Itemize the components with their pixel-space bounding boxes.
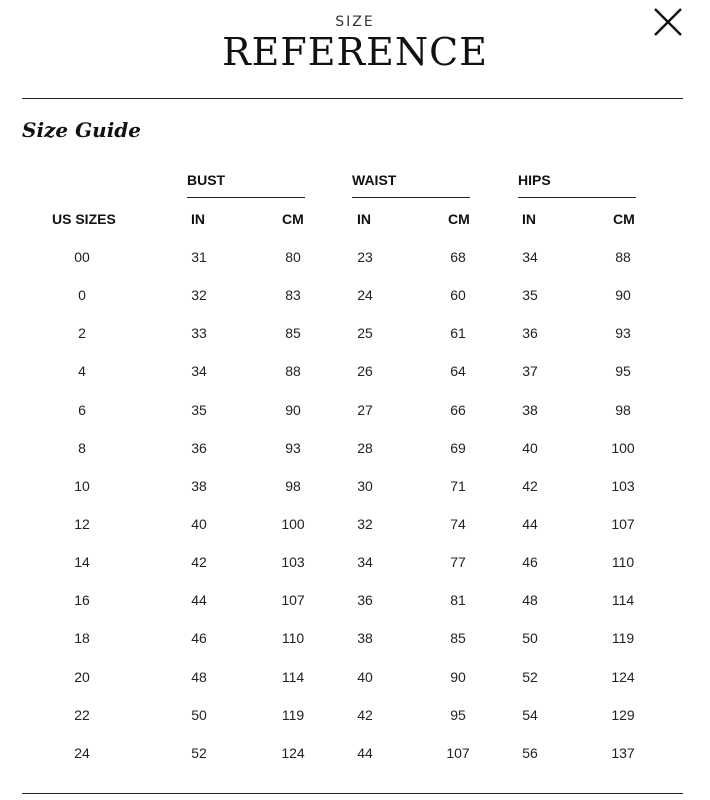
cell-bust-cm: 93 bbox=[285, 439, 301, 456]
column-header-waist-cm: CM bbox=[448, 211, 470, 227]
cell-us-size: 12 bbox=[74, 515, 90, 532]
cell-bust-cm: 124 bbox=[281, 744, 305, 761]
cell-bust-in: 35 bbox=[191, 401, 207, 418]
cell-hips-in: 38 bbox=[522, 401, 538, 418]
cell-hips-cm: 93 bbox=[615, 325, 631, 342]
cell-bust-cm: 110 bbox=[281, 630, 305, 647]
cell-waist-in: 42 bbox=[357, 706, 373, 723]
cell-hips-cm: 119 bbox=[611, 630, 635, 647]
cell-hips-in: 50 bbox=[522, 630, 538, 647]
table-row bbox=[0, 505, 710, 543]
cell-bust-in: 31 bbox=[191, 249, 207, 265]
cell-hips-in: 40 bbox=[522, 439, 538, 456]
cell-bust-in: 42 bbox=[191, 554, 207, 571]
cell-bust-in: 44 bbox=[191, 592, 207, 609]
cell-hips-cm: 129 bbox=[611, 706, 635, 723]
close-icon bbox=[652, 6, 684, 38]
cell-bust-in: 52 bbox=[191, 744, 207, 761]
cell-bust-in: 33 bbox=[191, 325, 207, 342]
cell-us-size: 16 bbox=[74, 592, 90, 609]
cell-waist-cm: 74 bbox=[450, 515, 466, 532]
cell-bust-cm: 85 bbox=[285, 325, 301, 342]
cell-waist-in: 36 bbox=[357, 592, 373, 609]
cell-us-size: 22 bbox=[74, 706, 90, 723]
cell-bust-cm: 83 bbox=[285, 287, 301, 304]
cell-hips-in: 44 bbox=[522, 515, 538, 532]
cell-hips-cm: 110 bbox=[611, 554, 635, 571]
cell-waist-cm: 64 bbox=[450, 363, 466, 380]
cell-waist-in: 32 bbox=[357, 515, 373, 532]
cell-hips-cm: 98 bbox=[615, 401, 631, 418]
group-bust-label: BUST bbox=[187, 172, 226, 188]
cell-hips-in: 48 bbox=[522, 592, 538, 609]
cell-waist-in: 27 bbox=[357, 401, 373, 418]
cell-waist-cm: 85 bbox=[450, 630, 466, 647]
cell-waist-cm: 71 bbox=[450, 477, 466, 494]
cell-waist-in: 23 bbox=[357, 249, 373, 265]
cell-us-size: 6 bbox=[78, 401, 86, 418]
cell-waist-cm: 66 bbox=[450, 401, 466, 418]
cell-hips-in: 52 bbox=[522, 668, 538, 685]
cell-hips-cm: 103 bbox=[611, 477, 635, 494]
cell-hips-in: 36 bbox=[522, 325, 538, 342]
cell-hips-in: 42 bbox=[522, 477, 538, 494]
cell-waist-in: 28 bbox=[357, 439, 373, 456]
table-row bbox=[0, 467, 710, 505]
cell-bust-cm: 98 bbox=[285, 477, 301, 494]
cell-waist-in: 24 bbox=[357, 287, 373, 304]
cell-hips-in: 46 bbox=[522, 554, 538, 571]
cell-us-size: 2 bbox=[78, 325, 86, 342]
group-bust-rule bbox=[187, 197, 305, 198]
cell-hips-cm: 95 bbox=[615, 363, 631, 380]
cell-us-size: 20 bbox=[74, 668, 90, 685]
cell-bust-cm: 103 bbox=[281, 554, 305, 571]
cell-us-size: 14 bbox=[74, 554, 90, 571]
cell-hips-in: 56 bbox=[522, 744, 538, 761]
cell-bust-in: 38 bbox=[191, 477, 207, 494]
cell-us-size: 00 bbox=[74, 249, 90, 265]
page-title: REFERENCE bbox=[222, 30, 488, 74]
cell-bust-in: 40 bbox=[191, 515, 207, 532]
table-row bbox=[0, 543, 710, 581]
cell-us-size: 0 bbox=[78, 287, 86, 304]
column-header-waist-in: IN bbox=[357, 211, 371, 227]
cell-waist-cm: 107 bbox=[446, 744, 470, 761]
cell-bust-cm: 107 bbox=[281, 592, 305, 609]
column-header-bust-cm: CM bbox=[282, 211, 304, 227]
table-row bbox=[0, 352, 710, 390]
cell-waist-cm: 69 bbox=[450, 439, 466, 456]
modal-header bbox=[0, 0, 710, 98]
cell-hips-cm: 114 bbox=[611, 592, 635, 609]
header-kicker: SIZE bbox=[335, 14, 375, 30]
cell-bust-cm: 90 bbox=[285, 401, 301, 418]
cell-bust-in: 48 bbox=[191, 668, 207, 685]
cell-waist-cm: 81 bbox=[450, 592, 466, 609]
cell-hips-cm: 137 bbox=[611, 744, 635, 761]
group-hips-label: HIPS bbox=[518, 172, 551, 188]
footer-divider bbox=[22, 793, 683, 794]
table-row bbox=[0, 619, 710, 657]
cell-hips-in: 34 bbox=[522, 249, 538, 265]
group-hips-rule bbox=[518, 197, 636, 198]
cell-waist-cm: 77 bbox=[450, 554, 466, 571]
group-waist-label: WAIST bbox=[352, 172, 397, 188]
cell-hips-cm: 100 bbox=[611, 439, 635, 456]
cell-bust-in: 34 bbox=[191, 363, 207, 380]
cell-bust-cm: 114 bbox=[281, 668, 305, 685]
cell-hips-cm: 88 bbox=[615, 249, 631, 265]
cell-waist-in: 38 bbox=[357, 630, 373, 647]
table-body bbox=[0, 238, 710, 772]
table-row bbox=[0, 581, 710, 619]
cell-hips-in: 37 bbox=[522, 363, 538, 380]
column-header-hips-in: IN bbox=[522, 211, 536, 227]
cell-waist-in: 25 bbox=[357, 325, 373, 342]
cell-us-size: 24 bbox=[74, 744, 90, 761]
cell-waist-cm: 95 bbox=[450, 706, 466, 723]
table-row bbox=[0, 696, 710, 734]
cell-waist-in: 26 bbox=[357, 363, 373, 380]
size-guide-heading: Size Guide bbox=[22, 118, 142, 142]
cell-us-size: 10 bbox=[74, 477, 90, 494]
cell-waist-cm: 61 bbox=[450, 325, 466, 342]
cell-waist-cm: 60 bbox=[450, 287, 466, 304]
cell-hips-cm: 107 bbox=[611, 515, 635, 532]
cell-waist-in: 40 bbox=[357, 668, 373, 685]
table-row bbox=[0, 314, 710, 352]
table-row bbox=[0, 391, 710, 429]
table-row bbox=[0, 276, 710, 314]
table-row bbox=[0, 429, 710, 467]
table-row bbox=[0, 734, 710, 772]
header-divider bbox=[22, 98, 683, 99]
cell-waist-in: 30 bbox=[357, 477, 373, 494]
cell-bust-cm: 80 bbox=[285, 249, 301, 265]
cell-hips-in: 54 bbox=[522, 706, 538, 723]
column-header-bust-in: IN bbox=[191, 211, 205, 227]
cell-waist-cm: 68 bbox=[450, 249, 466, 265]
cell-us-size: 18 bbox=[74, 630, 90, 647]
column-header-us-sizes: US SIZES bbox=[52, 211, 116, 227]
table-row bbox=[0, 238, 710, 276]
group-waist-rule bbox=[352, 197, 470, 198]
column-header-hips-cm: CM bbox=[613, 211, 635, 227]
cell-bust-cm: 119 bbox=[281, 706, 305, 723]
cell-bust-cm: 100 bbox=[281, 515, 305, 532]
cell-hips-in: 35 bbox=[522, 287, 538, 304]
table-row bbox=[0, 658, 710, 696]
cell-bust-cm: 88 bbox=[285, 363, 301, 380]
cell-bust-in: 32 bbox=[191, 287, 207, 304]
cell-bust-in: 46 bbox=[191, 630, 207, 647]
cell-hips-cm: 124 bbox=[611, 668, 635, 685]
close-button[interactable] bbox=[652, 6, 684, 38]
cell-bust-in: 36 bbox=[191, 439, 207, 456]
cell-us-size: 4 bbox=[78, 363, 86, 380]
cell-hips-cm: 90 bbox=[615, 287, 631, 304]
cell-waist-cm: 90 bbox=[450, 668, 466, 685]
cell-waist-in: 34 bbox=[357, 554, 373, 571]
cell-waist-in: 44 bbox=[357, 744, 373, 761]
cell-us-size: 8 bbox=[78, 439, 86, 456]
cell-bust-in: 50 bbox=[191, 706, 207, 723]
